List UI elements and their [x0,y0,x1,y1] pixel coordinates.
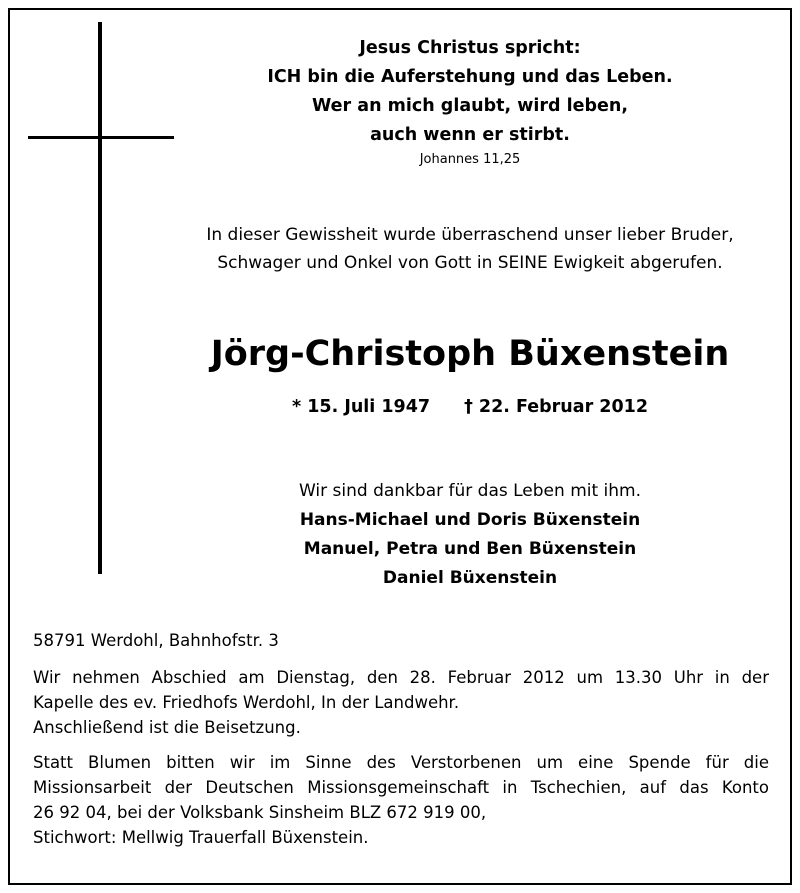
family-name: Manuel, Petra und Ben Büxenstein [303,539,637,559]
farewell-line: Wir nehmen Abschied am Dienstag, den 28. Februar 2012 um 13.30 Uhr in der [33,668,769,687]
donation-line: Missionsarbeit der Deutschen Missionsgemeinschaft in Tschechien, auf das Konto [33,778,769,797]
donation-text [33,750,769,850]
family-name: Hans-Michael und Doris Büxenstein [299,510,641,530]
thanks-line: Wir sind dankbar für das Leben mit ihm. [298,481,642,501]
intro-line: In dieser Gewissheit wurde überraschend unser lieber Bruder, [206,225,734,245]
cross-bar [28,136,174,139]
farewell-line: Anschließend ist die Beisetzung. [33,718,301,737]
intro-text [176,221,764,277]
donation-line: 26 92 04, bei der Volksbank Sinsheim BLZ 672 919 00, [33,803,487,822]
intro-line: Schwager und Onkel von Gott in SEINE Ewigkeit abgerufen. [217,253,723,273]
death-date: † 22. Februar 2012 [464,397,648,417]
life-dates [176,393,764,421]
verse-line: Wer an mich glaubt, wird leben, [312,96,628,116]
verse-line: auch wenn er stirbt. [370,125,570,145]
donation-line: Statt Blumen bitten wir im Sinne des Verstorbenen um eine Spende für die [33,753,769,772]
thanks-block [176,477,764,593]
verse-reference: Johannes 11,25 [419,152,521,167]
address: 58791 Werdohl, Bahnhofstr. 3 [33,631,279,650]
family-name: Daniel Büxenstein [382,568,558,588]
deceased-name: Jörg-Christoph Büxenstein [210,334,730,374]
verse-line: ICH bin die Auferstehung und das Leben. [267,67,673,87]
birth-date: * 15. Juli 1947 [291,397,431,417]
bible-verse [230,34,710,170]
farewell-text [33,665,769,740]
donation-line: Stichwort: Mellwig Trauerfall Büxenstein. [33,828,369,847]
cross-icon [98,22,102,574]
verse-line: Jesus Christus spricht: [359,38,581,58]
farewell-line: Kapelle des ev. Friedhofs Werdohl, In der Landwehr. [33,693,460,712]
